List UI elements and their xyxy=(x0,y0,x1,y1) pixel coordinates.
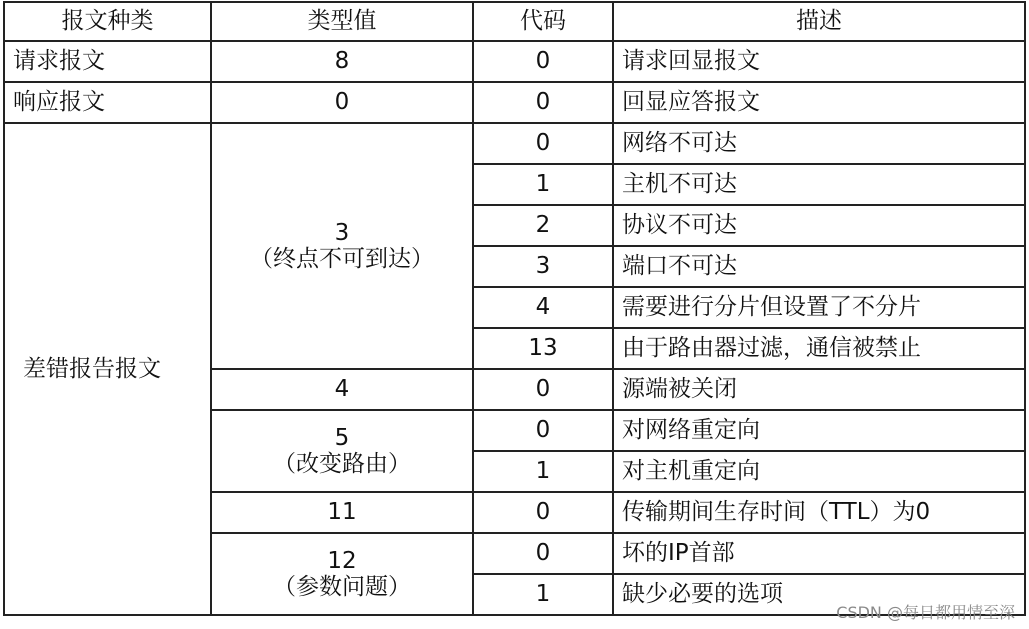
desc-cell: 缺少必要的选项 xyxy=(613,574,1025,615)
code-cell: 0 xyxy=(473,123,613,164)
desc-cell: 请求回显报文 xyxy=(613,41,1025,82)
type-cell: 8 xyxy=(211,41,473,82)
code-cell: 1 xyxy=(473,574,613,615)
code-cell: 0 xyxy=(473,492,613,533)
header-type: 类型值 xyxy=(211,2,473,41)
type-cell-group xyxy=(211,123,473,369)
type-cell: 0 xyxy=(211,82,473,123)
icmp-message-table xyxy=(3,1,1026,616)
code-cell: 3 xyxy=(473,246,613,287)
type-cell: 11 xyxy=(211,492,473,533)
table-row xyxy=(4,41,1025,82)
kind-cell: 响应报文 xyxy=(4,82,211,123)
type-value: 3 xyxy=(334,219,350,246)
desc-cell: 由于路由器过滤，通信被禁止 xyxy=(613,328,1025,369)
type-note: （参数问题） xyxy=(273,574,411,600)
desc-cell: 需要进行分片但设置了不分片 xyxy=(613,287,1025,328)
desc-cell: 回显应答报文 xyxy=(613,82,1025,123)
table-row xyxy=(4,82,1025,123)
kind-cell-error: 差错报告报文 xyxy=(4,123,211,615)
type-cell-group xyxy=(211,410,473,492)
code-cell: 4 xyxy=(473,287,613,328)
desc-cell: 对主机重定向 xyxy=(613,451,1025,492)
header-desc: 描述 xyxy=(613,2,1025,41)
type-cell-group xyxy=(211,533,473,615)
code-cell: 0 xyxy=(473,410,613,451)
icmp-table-container xyxy=(3,1,1026,616)
type-value: 12 xyxy=(327,547,357,574)
type-note: （终点不可到达） xyxy=(250,246,434,272)
table-row xyxy=(4,123,1025,164)
desc-cell: 网络不可达 xyxy=(613,123,1025,164)
code-cell: 0 xyxy=(473,82,613,123)
type-cell: 4 xyxy=(211,369,473,410)
desc-cell: 对网络重定向 xyxy=(613,410,1025,451)
code-cell: 1 xyxy=(473,164,613,205)
desc-cell: 传输期间生存时间（TTL）为0 xyxy=(613,492,1025,533)
code-cell: 1 xyxy=(473,451,613,492)
desc-cell: 主机不可达 xyxy=(613,164,1025,205)
type-value: 5 xyxy=(334,424,350,451)
header-row xyxy=(4,2,1025,41)
desc-cell: 端口不可达 xyxy=(613,246,1025,287)
desc-cell: 坏的IP首部 xyxy=(613,533,1025,574)
desc-cell: 协议不可达 xyxy=(613,205,1025,246)
code-cell: 0 xyxy=(473,41,613,82)
code-cell: 0 xyxy=(473,369,613,410)
header-kind: 报文种类 xyxy=(4,2,211,41)
kind-cell: 请求报文 xyxy=(4,41,211,82)
watermark: CSDN @每日都用情至深 xyxy=(836,603,1015,622)
code-cell: 0 xyxy=(473,533,613,574)
code-cell: 13 xyxy=(473,328,613,369)
code-cell: 2 xyxy=(473,205,613,246)
type-note: （改变路由） xyxy=(273,451,411,477)
header-code: 代码 xyxy=(473,2,613,41)
desc-cell: 源端被关闭 xyxy=(613,369,1025,410)
